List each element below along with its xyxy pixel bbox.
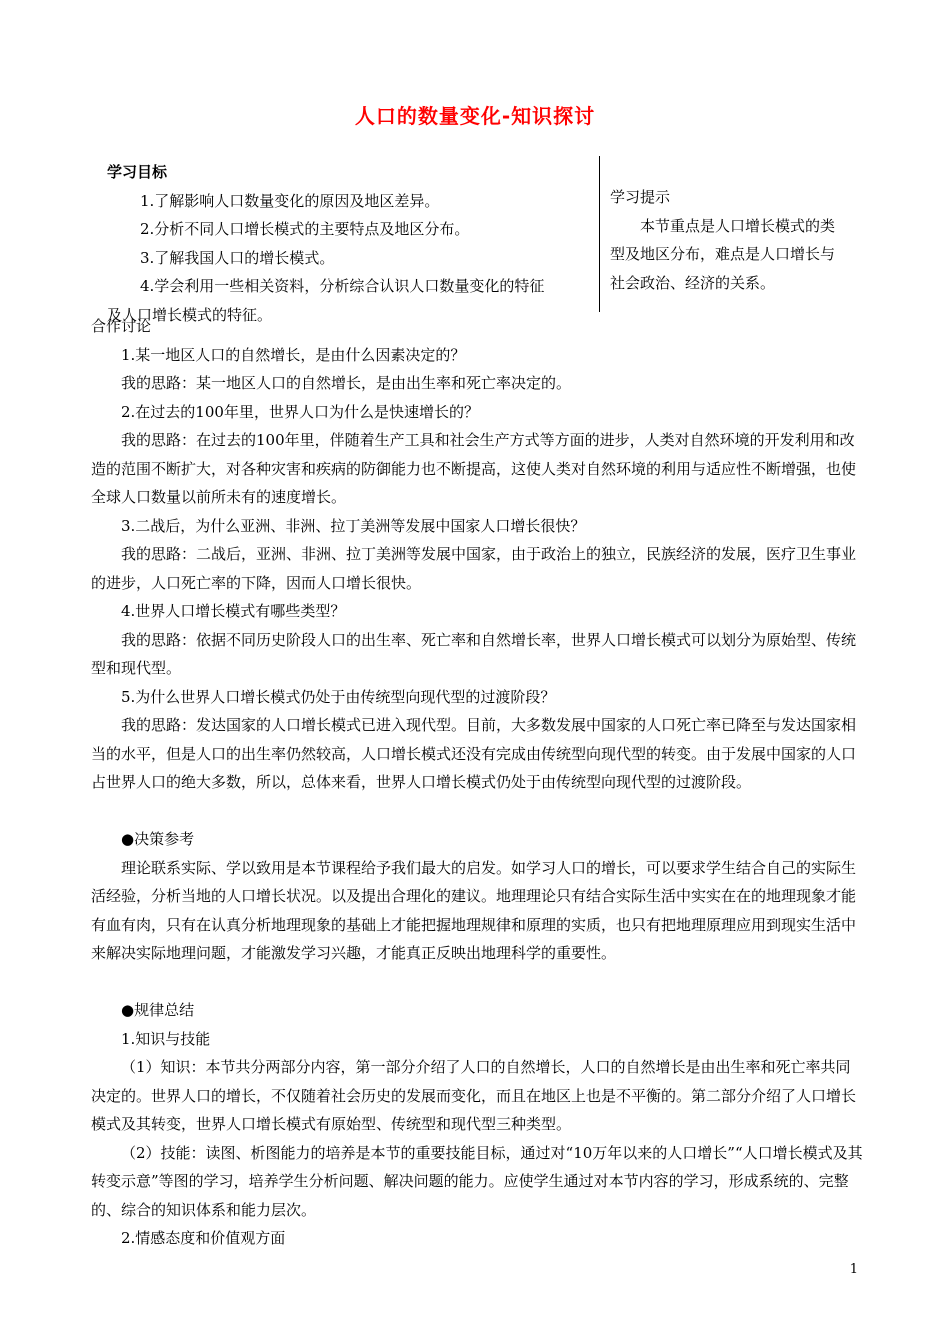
- summary-subheading: 1.知识与技能: [121, 1029, 211, 1048]
- discussion-question: 4.世界人口增长模式有哪些类型？: [121, 602, 346, 620]
- objective-item: 及人口增长模式的特征。: [107, 305, 273, 324]
- discussion-answer: 我的思路：在过去的100年里，伴随着生产工具和社会生产方式等方面的进步，人类对自然环境的开发利用和改造的范围不断扩大，对各种灾害和疾病的防御能力也不断提高，这使人类对自然环境的利用与适应性不断增强，也使全球人口数量以前所未有的速度增长。: [91, 431, 857, 506]
- objective-item: 3.了解我国人口的增长模式。: [140, 248, 335, 267]
- discussion-question: 2.在过去的100年里，世界人口为什么是快速增长的？: [121, 402, 479, 421]
- summary-heading: ●规律总结: [121, 1001, 195, 1019]
- learning-objectives: [107, 158, 592, 329]
- objective-item: 1.了解影响人口数量变化的原因及地区差异。: [140, 191, 440, 210]
- learning-tips: [610, 183, 848, 297]
- page-number: 1: [849, 1262, 858, 1277]
- decision-heading: ●决策参考: [121, 830, 195, 848]
- summary-subheading: 2.情感态度和价值观方面: [121, 1229, 286, 1247]
- discussion-answer: 我的思路：二战后，亚洲、非洲、拉丁美洲等发展中国家，由于政治上的独立，民族经济的发展，医疗卫生事业的进步，人口死亡率的下降，因而人口增长很快。: [91, 545, 857, 592]
- tips-text: 本节重点是人口增长模式的类型及地区分布，难点是人口增长与社会政治、经济的关系。: [610, 216, 836, 292]
- summary-paragraph: （1）知识：本节共分两部分内容，第一部分介绍了人口的自然增长，人口的自然增长是由出生率和死亡率共同决定的。世界人口的增长，不仅随着社会历史的发展而变化，而且在地区上也是不平衡的。第二部分介绍了人口增长模式及其转变，世界人口增长模式有原始型、传统型和现代型三种类型。: [91, 1058, 857, 1133]
- discussion-question: 3.二战后，为什么亚洲、非洲、拉丁美洲等发展中国家人口增长很快？: [121, 516, 586, 535]
- objective-item: 4.学会利用一些相关资料，分析综合认识人口数量变化的特征: [140, 277, 545, 295]
- column-divider: [599, 156, 600, 312]
- page-title: 人口的数量变化-知识探讨: [354, 104, 596, 128]
- decision-text: 理论联系实际、学以致用是本节课程给予我们最大的启发。如学习人口的增长，可以要求学生结合自己的实际生活经验，分析当地的人口增长状况。以及提出合理化的建议。地理理论只有结合实际生活中实实在在的地理现象才能有血有肉，只有在认真分析地理现象的基础上才能把握地理规律和原理的实质，也只有把地理原理应用到现实生活中来解决实际地理问题，才能激发学习兴趣，才能真正反映出地理科学的重要性。: [91, 858, 857, 962]
- discussion-answer: 我的思路：某一地区人口的自然增长，是由出生率和死亡率决定的。: [121, 374, 572, 392]
- discussion-question: 5.为什么世界人口增长模式仍处于由传统型向现代型的过渡阶段？: [121, 687, 556, 706]
- discussion-question: 1.某一地区人口的自然增长，是由什么因素决定的？: [121, 345, 466, 364]
- summary-paragraph: （2）技能：读图、析图能力的培养是本节的重要技能目标，通过对“10万年以来的人口增长”“人口增长模式及其转变示意”等图的学习，培养学生分析问题、解决问题的能力。应使学生通过对本节内容的学习，形成系统的、完整的、综合的知识体系和能力层次。: [91, 1143, 863, 1219]
- tips-heading: 学习提示: [610, 188, 671, 206]
- discussion-heading: 合作讨论: [91, 317, 152, 335]
- objectives-heading: 学习目标: [107, 163, 168, 181]
- discussion-answer: 我的思路：依据不同历史阶段人口的出生率、死亡率和自然增长率，世界人口增长模式可以划分为原始型、传统型和现代型。: [91, 630, 857, 677]
- main-body: [91, 312, 863, 1253]
- discussion-answer: 我的思路：发达国家的人口增长模式已进入现代型。目前，大多数发展中国家的人口死亡率已降至与发达国家相当的水平，但是人口的出生率仍然较高，人口增长模式还没有完成由传统型向现代型的转变。由于发展中国家的人口占世界人口的绝大多数，所以，总体来看，世界人口增长模式仍处于由传统型向现代型的过渡阶段。: [91, 716, 857, 791]
- objective-item: 2.分析不同人口增长模式的主要特点及地区分布。: [140, 220, 470, 238]
